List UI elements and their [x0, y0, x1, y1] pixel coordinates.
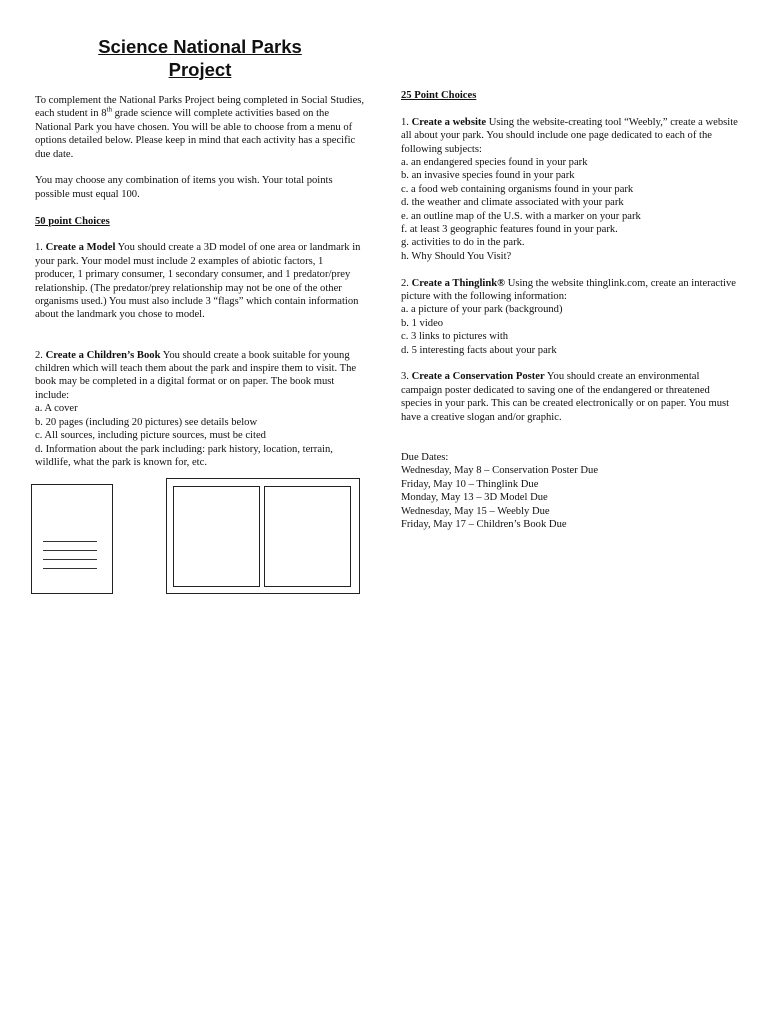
list-item: e. an outline map of the U.S. with a marker on your park: [401, 210, 641, 222]
book-requirements-list: [35, 402, 365, 469]
list-item: a. an endangered species found in your park: [401, 157, 588, 169]
right-column: [401, 89, 741, 531]
list-item: b. 1 video: [401, 317, 444, 329]
sketch-line: [43, 568, 97, 569]
sketch-line: [43, 541, 97, 542]
list-item: c. All sources, including picture sources, must be cited: [35, 430, 266, 442]
list-item: h. Why Should You Visit?: [401, 250, 512, 262]
left-column: [35, 94, 365, 469]
intro-paragraph: To complement the National Parks Project being completed in Social Studies, each student in 8th grade science will complete activities based on the National Park you have chosen. You will be able to choose from a menu of options detailed below. Please keep in mind that each activity has a specific due date.: [35, 95, 365, 160]
option-title: Create a website: [411, 116, 487, 128]
points-paragraph: You may choose any combination of items you wish. Your total points possible must equal 100.: [35, 175, 333, 200]
due-date-item: Wednesday, May 8 – Conservation Poster Due: [401, 465, 599, 477]
option-childrens-book: 2. Create a Children’s Book You should create a book suitable for young children which will teach them about the park and inspire them to visit. The book may be completed in a digital format or on paper. The book must include:: [35, 349, 357, 401]
sketch-line: [43, 550, 97, 551]
due-dates-heading: Due Dates:: [401, 451, 449, 463]
thinglink-items-list: [401, 303, 741, 357]
due-dates-list: [401, 464, 741, 531]
list-item: g. activities to do in the park.: [401, 237, 525, 249]
list-item: b. 20 pages (including 20 pictures) see details below: [35, 416, 258, 428]
title-line-2: Project: [168, 58, 232, 80]
sketch-line: [43, 559, 97, 560]
page-title: [35, 36, 365, 81]
option-create-website: 1. Create a website Using the website-creating tool “Weebly,” create a website all about your park. You should include one page dedicated to each of the following subjects:: [401, 116, 738, 155]
list-item: d. Information about the park including: park history, location, terrain, wildlife, what the park is known for, etc.: [35, 443, 333, 468]
due-date-item: Friday, May 17 – Children’s Book Due: [401, 518, 567, 530]
option-title: Create a Conservation Poster: [411, 371, 545, 383]
list-item: b. an invasive species found in your park: [401, 170, 575, 182]
list-item: a. A cover: [35, 403, 78, 415]
option-title: Create a Thinglink®: [411, 277, 506, 289]
list-item: f. at least 3 geographic features found in your park.: [401, 224, 618, 236]
list-item: a. a picture of your park (background): [401, 304, 563, 316]
list-item: c. a food web containing organisms found in your park: [401, 183, 634, 195]
book-spread-right-page: [264, 486, 351, 587]
list-item: d. 5 interesting facts about your park: [401, 344, 557, 356]
list-item: d. the weather and climate associated with your park: [401, 197, 624, 209]
book-page-sketch: [31, 484, 113, 594]
twentyfive-point-heading: 25 Point Choices: [401, 90, 477, 101]
website-subjects-list: [401, 156, 741, 263]
option-title: Create a Children’s Book: [45, 349, 161, 361]
option-conservation-poster: 3. Create a Conservation Poster You should create an environmental campaign poster dedicated to saving one of the endangered or threatened species in your park. This can be created electronically or on paper. You must have a creative slogan and/or graphic.: [401, 371, 730, 423]
option-title: Create a Model: [45, 242, 116, 254]
list-item: c. 3 links to pictures with: [401, 331, 509, 343]
due-date-item: Friday, May 10 – Thinglink Due: [401, 478, 539, 490]
book-spread-left-page: [173, 486, 260, 587]
due-date-item: Wednesday, May 15 – Weebly Due: [401, 505, 550, 517]
option-create-thinglink: 2. Create a Thinglink® Using the website thinglink.com, create an interactive picture with the following information:: [401, 277, 736, 303]
due-date-item: Monday, May 13 – 3D Model Due: [401, 492, 548, 504]
option-create-model: 1. Create a Model You should create a 3D model of one area or landmark in your park. Your model must include 2 examples of abiotic factors, 1 producer, 1 primary consumer, 1 secondary consumer, and 1 predator/prey relationship. (The predator/prey relationship may not be one of the other organisms used.) You must also include 3 “flags” which contain information about the landmark you chose to model.: [35, 242, 361, 321]
title-line-1: Science National Parks: [98, 36, 302, 57]
fifty-point-heading: 50 point Choices: [35, 215, 110, 227]
